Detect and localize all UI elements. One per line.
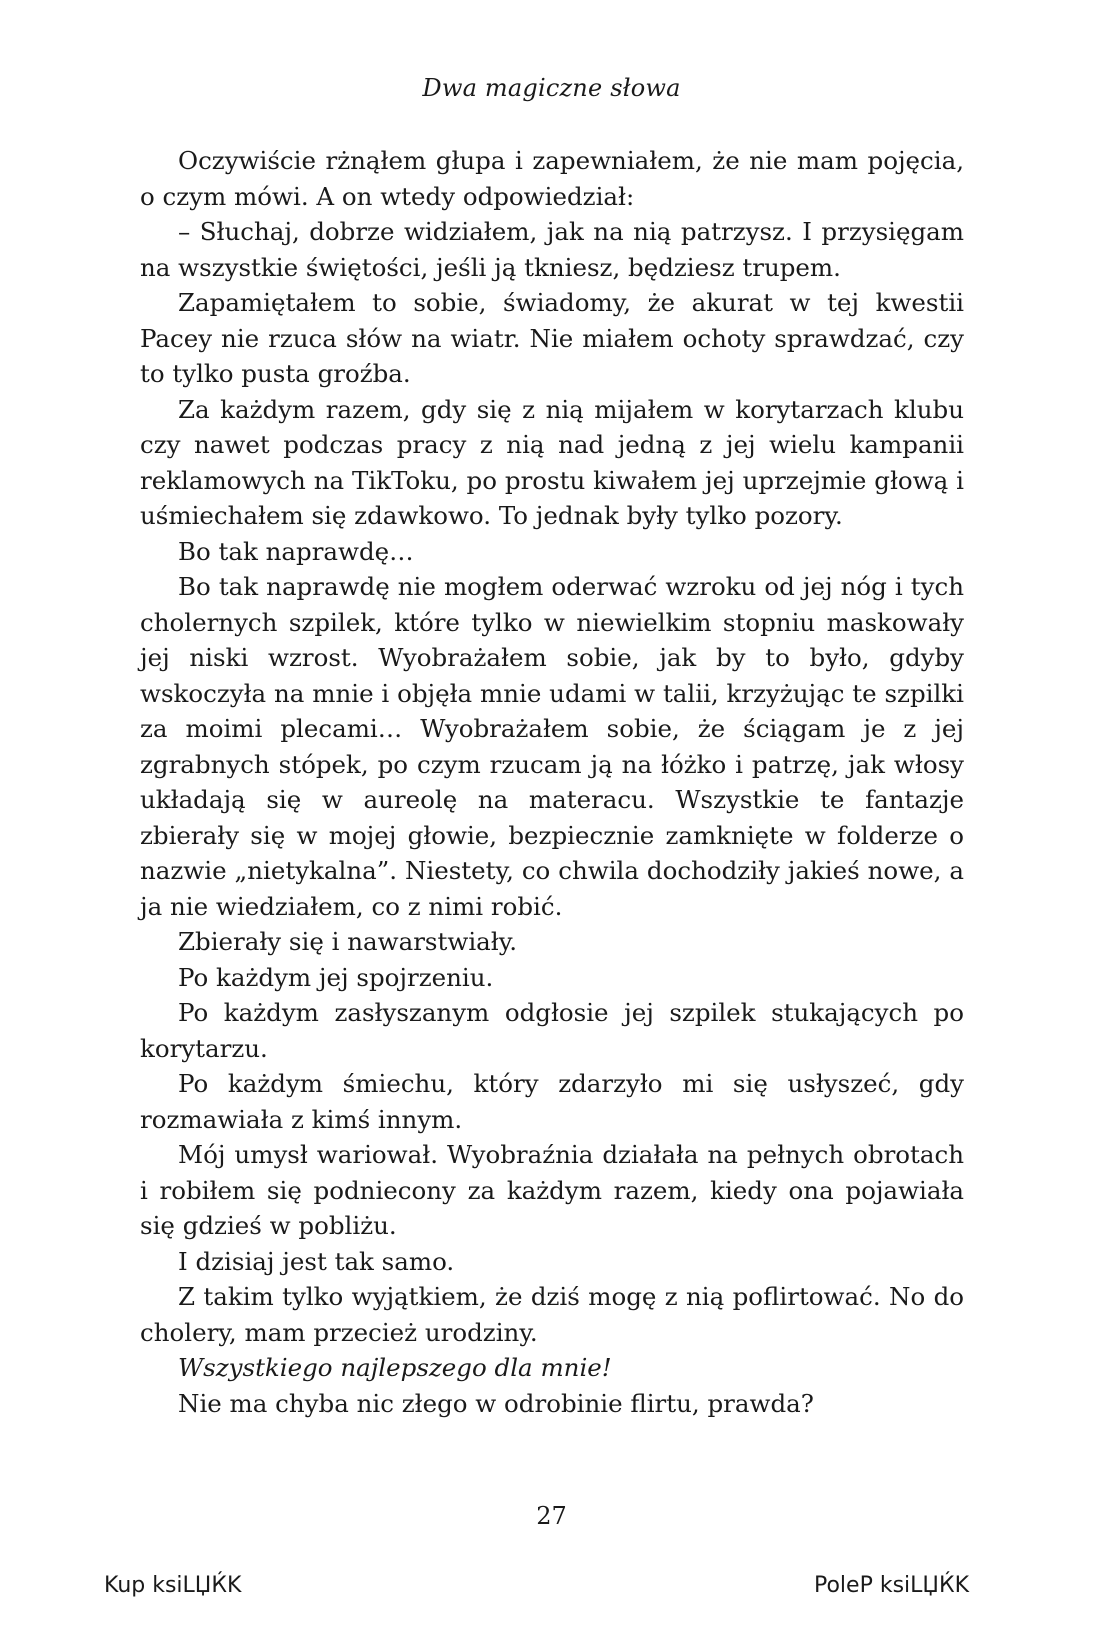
paragraph: I dzisiaj jest tak samo. <box>178 1246 455 1276</box>
paragraph: Bo tak naprawdę… <box>178 536 414 566</box>
paragraph: Zapamiętałem to sobie, świadomy, że akurat w tej kwestii Pacey nie rzuca słów na wiatr. Nie miałem ochoty sprawdzać, czy to tylko pusta groźba. <box>140 288 964 388</box>
paragraph: Zbierały się i nawarstwiały. <box>178 927 518 956</box>
paragraph: – Słuchaj, dobrze widziałem, jak na nią patrzysz. I przysięgam na wszystkie świętości, jeśli ją tkniesz, będziesz trupem. <box>140 217 964 282</box>
buy-book-link[interactable]: Kup ksiLЏЌK <box>104 1573 242 1598</box>
paragraph: Po każdym zasłyszanym odgłosie jej szpilek stukających po korytarzu. <box>140 998 964 1063</box>
paragraph: Mój umysł wariował. Wyobraźnia działała na pełnych obrotach i robiłem się podniecony za każdym razem, kiedy ona pojawiała się gdzieś w pobliżu. <box>140 1140 964 1240</box>
paragraph: Za każdym razem, gdy się z nią mijałem w korytarzach klubu czy nawet podczas pracy z nią nad jedną z jej wielu kampanii reklamowych na TikToku, po prostu kiwałem jej uprzejmie głową i uśmiechałem się zdawkowo. To jednak były tylko pozory. <box>140 394 964 530</box>
paragraph: Oczywiście rżnąłem głupa i zapewniałem, że nie mam pojęcia, o czym mówi. A on wtedy odpowiedział: <box>140 146 964 211</box>
paragraph: Bo tak naprawdę nie mogłem oderwać wzroku od jej nóg i tych cholernych szpilek, które tylko w niewielkim stopniu maskowały jej niski wzrost. Wyobrażałem sobie, jak by to było, gdyby wskoczyła na mnie i objęła mnie udami w talii, krzyżując te szpilki za moimi plecami… Wyobrażałem sobie, że ściągam je z jej zgrabnych stópek, po czym rzucam ją na łóżko i patrzę, jak włosy układają się w aureolę na materacu. Wszystkie te fantazje zbierały się w mojej głowie, bezpiecznie zamknięte w folderze o nazwie „nietykalna”. Niestety, co chwila dochodziły jakieś nowe, a ja nie wiedziałem, co z nimi robić. <box>140 572 964 921</box>
chapter-text <box>140 143 964 1421</box>
recommend-book-link[interactable]: PoleP ksiLЏЌK <box>813 1573 969 1598</box>
paragraph: Z takim tylko wyjątkiem, że dziś mogę z nią poflirtować. No do cholery, mam przecież urodziny. <box>140 1282 964 1347</box>
paragraph: Po każdym jej spojrzeniu. <box>178 962 494 992</box>
paragraph: Nie ma chyba nic złego w odrobinie flirtu, prawda? <box>178 1388 814 1418</box>
paragraph: Po każdym śmiechu, który zdarzyło mi się usłyszeć, gdy rozmawiała z kimś innym. <box>140 1069 964 1134</box>
running-head-title: Dwa magiczne słowa <box>422 74 681 102</box>
paragraph-italic: Wszystkiego najlepszego dla mnie! <box>178 1353 612 1382</box>
page-number: 27 <box>536 1502 567 1530</box>
